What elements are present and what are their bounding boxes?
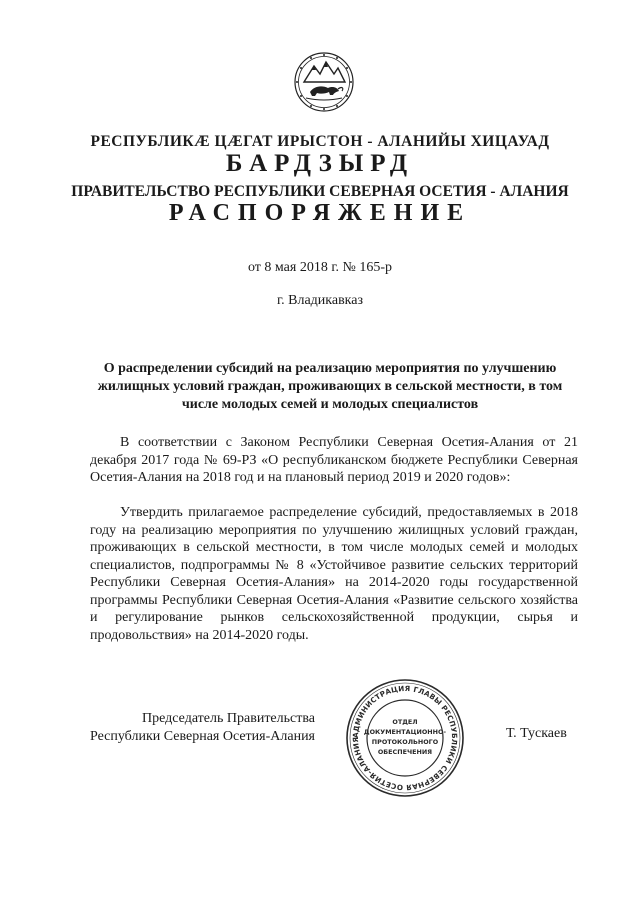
- paragraph-decision: Утвердить прилагаемое распределение субсидий, предоставляемых в 2018 году на реализацию мероприятия по улучшению жилищных условий граждан, проживающих в сельской местности, в том числе молодых семей и молодых специалистов, подпрограммы № 8 «Устойчивое развитие сельских территорий Республики Северная Осетия-Алания» на 2014-2020 годы государственной программы Республики Северная Осетия-Алания «Развитие сельского хозяйства и регулирование рынков сельскохозяйственной продукции, сырья и продовольствия» на 2014-2020 годы.: [90, 505, 578, 643]
- document-date-number: от 8 мая 2018 г. № 165-р: [247, 260, 393, 275]
- signatory-name: Т. Тускаев: [506, 726, 567, 741]
- header-russian-government: ПРАВИТЕЛЬСТВО РЕСПУБЛИКИ СЕВЕРНАЯ ОСЕТИЯ - АЛАНИЯ: [71, 183, 569, 200]
- stamp-center-line-4: ОБЕСПЕЧЕНИЯ: [377, 748, 433, 756]
- signatory-position: [90, 710, 315, 746]
- stamp-outer-text: АДМИНИСТРАЦИЯ ГЛАВЫ РЕСПУБЛИКИ СЕВЕРНАЯ ОСЕТИЯ-АЛАНИЯ: [350, 683, 460, 793]
- document-city: г. Владикавказ: [276, 293, 364, 308]
- paragraph-legal-basis: В соответствии с Законом Республики Северная Осетия-Алания от 21 декабря 2017 года № 69-РЗ «О республиканском бюджете Республики Северная Осетия-Алания на 2018 год и на плановый период 2019 и 2020 годов»:: [90, 435, 578, 485]
- document-title: О распределении субсидий на реализацию мероприятия по улучшению жилищных условий граждан, проживающих в сельской местности, в том числе молодых семей и молодых специалистов: [97, 361, 563, 412]
- coat-of-arms-icon: [292, 48, 356, 116]
- stamp-center-line-1: ОТДЕЛ: [392, 718, 418, 726]
- stamp-center-line-2: ДОКУМЕНТАЦИОННО-: [363, 728, 447, 736]
- signatory-position-line-2: Республики Северная Осетия-Алания: [90, 729, 315, 744]
- header-ossetian-doc-type: БАРДЗЫРД: [225, 150, 415, 177]
- header-russian-doc-type: РАСПОРЯЖЕНИЕ: [168, 200, 472, 226]
- signatory-position-line-1: Председатель Правительства: [142, 711, 315, 726]
- official-seal: [343, 674, 467, 802]
- header-ossetian-republic: РЕСПУБЛИКӔ ЦӔГАТ ИРЫСТОН - АЛАНИЙЫ ХИЦАУАД: [90, 133, 550, 150]
- stamp-center-line-3: ПРОТОКОЛЬНОГО: [371, 738, 439, 746]
